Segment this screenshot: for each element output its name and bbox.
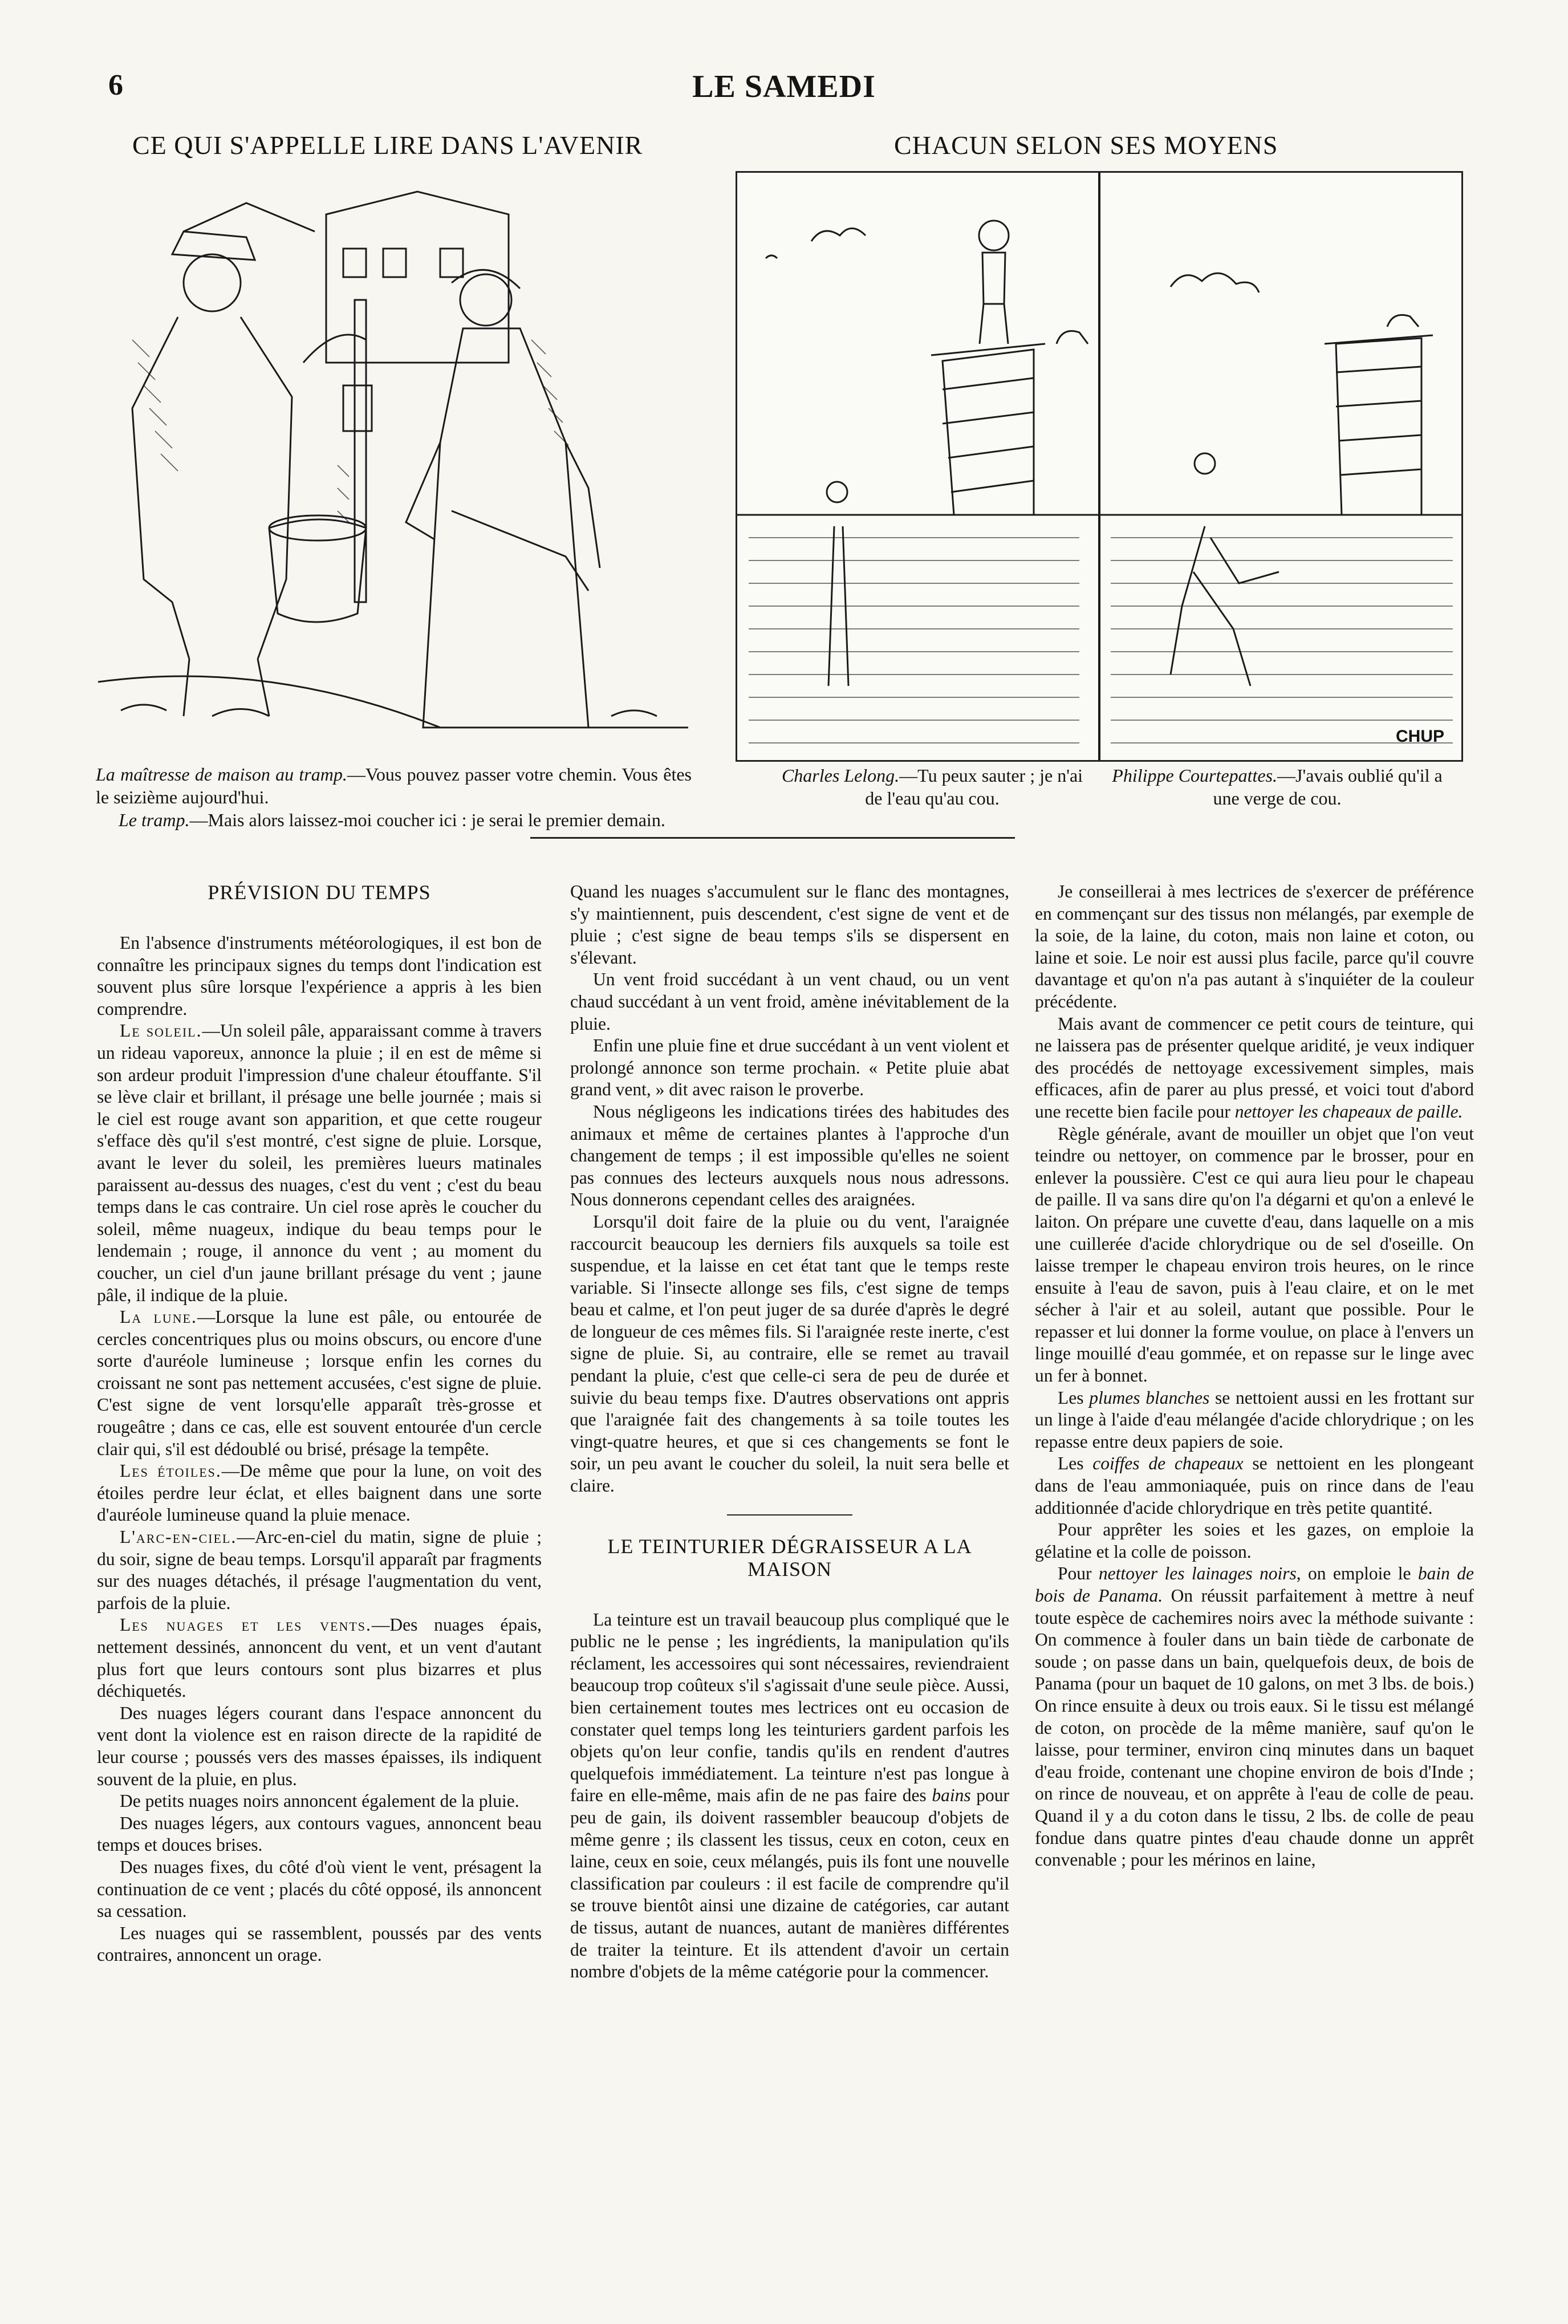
paragraph: Lorsqu'il doit faire de la pluie ou du vent, l'araignée raccourcit beaucoup les derniers fils auxquels sa toile est suspendue, et la laisse en cet état tant que le temps reste variable. Si l'insecte allonge ses fils, c'est signe de temps beau et calme, et l'on peut juger de sa durée d'après le degré de longueur de ces mêmes fils. Si l'araignée reste inerte, c'est signe de pluie. Si, au contraire, elle se remet au travail pendant la pluie, c'est que celle-ci sera de peu de durée et suivie du beau temps fixe. D'autres observations ont appris que l'araignée fait des changements à sa toile toutes les vingt-quatre heures, et que si ces changements se font le soir, un peu avant le coucher du soleil, la nuit sera belle et claire.	[570, 1211, 1009, 1496]
caption-speaker: Philippe Courtepattes.	[1112, 765, 1278, 786]
cartoon-right-illustration	[736, 171, 1463, 762]
paragraph: Des nuages légers courant dans l'espace annoncent du vent dont la violence est en raison directe de la rapidité de leur course ; poussés vers des masses épaisses, ils indiquent souvent de la pluie, en plus.	[97, 1703, 542, 1789]
paragraph: Je conseillerai à mes lectrices de s'exercer de préférence en commençant sur des tissus non mélangés, par exemple de la soie, de la laine, du coton, mais non laine et coton, ou laine et soie. Le noir est aussi plus facile, parce qu'il couvre davantage et qu'on n'a pas autant à s'inquiéter de la couleur précédente.	[1035, 881, 1474, 1011]
article-column-2	[570, 881, 1009, 1983]
paragraph-lead: Le soleil.	[120, 1021, 202, 1041]
caption-text: —Mais alors laissez-moi coucher ici : je serai le premier demain.	[189, 810, 665, 830]
paragraph: Des nuages fixes, du côté d'où vient le vent, présagent la continuation de ce vent ; placés du côté opposé, ils annoncent sa cessation.	[97, 1856, 542, 1921]
paragraph	[97, 1020, 542, 1306]
paragraph-italic: bain de bois de Panama.	[1035, 1563, 1474, 1606]
paragraph-lead: La lune.	[120, 1307, 197, 1327]
paragraph	[97, 1306, 542, 1460]
paragraph-text: se nettoient en les plongeant dans de l'eau ammoniaquée, puis on rince dans de l'eau additionnée d'acide chlorydrique en très petite quantité.	[1035, 1453, 1474, 1518]
paragraph	[97, 1614, 542, 1702]
paragraph-lead: L'arc-en-ciel.	[120, 1527, 237, 1547]
artist-signature: CHUP	[1395, 727, 1444, 746]
article-title: LE TEINTURIER DÉGRAISSEUR A LA MAISON	[607, 1534, 972, 1581]
paragraph	[97, 1526, 542, 1614]
cartoon-left-caption	[96, 763, 692, 831]
paragraph: Quand les nuages s'accumulent sur le flanc des montagnes, s'y maintiennent, puis descendent, c'est signe de vent et de pluie ; c'est signe de beau temps s'ils se dispersent en s'élevant.	[570, 881, 1009, 968]
paragraph	[1035, 1563, 1474, 1871]
article-column-1	[97, 881, 542, 1967]
article-divider	[727, 1514, 852, 1516]
paragraph-text: , on emploie le	[1296, 1563, 1411, 1584]
paragraph-italic: coiffes de chapeaux	[1092, 1453, 1244, 1474]
paragraph: Les nuages qui se rassemblent, poussés par des vents contraires, annoncent un orage.	[97, 1923, 542, 1965]
paragraph: Des nuages légers, aux contours vagues, annoncent beau temps et douces brises.	[97, 1813, 542, 1855]
paragraph-text: —Arc-en-ciel du matin, signe de pluie ; du soir, signe de beau temps. Lorsqu'il apparaît par fragments sur des nuages détachés, il présage l'augmentation du vent, parfois de la pluie.	[97, 1527, 542, 1613]
paragraph: De petits nuages noirs annoncent également de la pluie.	[120, 1791, 519, 1811]
paragraph-text: —Lorsque la lune est pâle, ou entourée de cercles concentriques plus ou moins obscurs, ou encore d'une sorte d'auréole lumineuse ; lorsque enfin les cornes du croissant ne sont pas nettement accusées, c'est signe de pluie. C'est signe de vent lorsqu'elle apparaît très-grosse et rougeâtre ; dans ce cas, elle est souvent entourée d'un cercle clair qui, s'il est dédoublé ou brisé, présage la tempête.	[97, 1307, 542, 1459]
paragraph: Un vent froid succédant à un vent chaud, ou un vent chaud succédant à un vent froid, amène inévitablement de la pluie.	[570, 969, 1009, 1034]
cartoon-left-title: CE QUI S'APPELLE LIRE DANS L'AVENIR	[132, 131, 643, 160]
paragraph: En l'absence d'instruments météorologiques, il est bon de connaître les principaux signes du temps dont l'indication est souvent plus sûre lorsque l'expérience a appris à les bien comprendre.	[97, 933, 542, 1019]
page-number: 6	[108, 69, 123, 101]
paragraph	[97, 1460, 542, 1526]
paragraph: Pour apprêter les soies et les gazes, on emploie la gélatine et la colle de poisson.	[1035, 1519, 1474, 1562]
paragraph	[1035, 1387, 1474, 1453]
paragraph	[1035, 1453, 1474, 1519]
paragraph-text: pour peu de gain, ils doivent rassembler beaucoup d'objets de même genre ; ils classent les tissus, ceux en coton, ceux en laine, ceux en soie, ceux mélangés, puis ils font une nouvelle classification par couleurs : il est facile de comprendre qu'il se trouve bientôt ainsi une dizaine de catégories, car autant de tissus, autant de nuances, autant de manières différentes de traiter la teinture. Et ils attendent d'avoir un certain nombre d'objets de la même catégorie pour la commencer.	[570, 1785, 1010, 1982]
paragraph-text: Pour	[1058, 1563, 1092, 1584]
paragraph-text: —Des nuages épais, nettement dessinés, annoncent du vent, et un vent d'autant plus fort que leurs contours sont plus bizarres et plus déchiquetés.	[97, 1615, 542, 1701]
paragraph-text: —De même que pour la lune, on voit des étoiles perdre leur éclat, et elles baignent dans une sorte d'auréole lumineuse quand la pluie menace.	[97, 1461, 542, 1525]
section-divider	[530, 837, 1015, 839]
cartoon-left-illustration	[98, 169, 688, 745]
paragraph	[570, 1609, 1009, 1983]
paragraph-lead: Les étoiles.	[120, 1461, 222, 1481]
paragraph-text: Les	[1058, 1453, 1084, 1474]
paragraph	[1035, 1013, 1474, 1123]
caption-text: —Tu peux sauter ; je n'ai de l'eau qu'au cou.	[865, 765, 1083, 808]
journal-title: LE SAMEDI	[692, 69, 876, 104]
paragraph-italic: plumes blanches	[1089, 1387, 1210, 1408]
cartoon-right-title: CHACUN SELON SES MOYENS	[894, 131, 1278, 160]
cartoon-right-caption-right	[1106, 764, 1448, 810]
caption-text: —J'avais oublié qu'il a une verge de cou.	[1213, 765, 1443, 808]
paragraph-text: La teinture est un travail beaucoup plus compliqué que le public ne le pense ; les ingrédients, la manipulation qu'ils réclament, les accessoires qui sont nécessaires, reviendraient beaucoup trop coûteux s'il s'agissait d'une seule pièce. Aussi, bien certainement toutes mes lectrices ont eu occasion de constater quel temps long les teinturiers gardent parfois les objets qu'on leur confie, tandis qu'ils en rendent d'autres quelquefois immédiatement. La teinture n'est pas longue à faire en elle-même, mais afin de ne pas faire des	[570, 1609, 1009, 1806]
caption-speaker: Le tramp.	[119, 810, 190, 830]
paragraph-text: —Un soleil pâle, apparaissant comme à travers un rideau vaporeux, annonce la pluie ; il en est de même si son ardeur produit l'impression d'une chaleur étouffante. S'il se lève clair et brillant, il présage une belle journée ; mais si le ciel est rouge avant son apparition, et que cette rougeur s'efface dès qu'il s'est montré, c'est signe de pluie. Lorsque, avant le lever du soleil, les premières lueurs matinales paraissent au-dessus des nuages, c'est du vent ; c'est du beau temps dans le cas contraire. Un ciel rose après le coucher du soleil, même nuageux, indique du beau temps pour le lendemain ; rouge, il annonce du vent ; au moment du coucher, un ciel d'un jaune brillant présage du vent ; jaune pâle, il indique de la pluie.	[97, 1021, 542, 1305]
paragraph: Nous négligeons les indications tirées des habitudes des animaux et même de certaines plantes à l'approche d'un changement de temps ; il est impossible qu'elles ne soient pas connues des lecteurs auxquels nous nous adressons. Nous donnerons cependant celles des araignées.	[570, 1101, 1009, 1210]
article-title: PRÉVISION DU TEMPS	[208, 881, 431, 904]
paragraph-text: Les	[1058, 1387, 1084, 1408]
caption-text: —Vous pouvez passer votre chemin. Vous êtes le seizième aujourd'hui.	[96, 764, 692, 807]
paragraph: Enfin une pluie fine et drue succédant à un vent violent et prolongé annonce son terme prochain. « Petite pluie abat grand vent, » dit avec raison le proverbe.	[570, 1035, 1009, 1100]
paragraph-italic: nettoyer les lainages noirs	[1098, 1563, 1297, 1584]
paragraph-text: Mais avant de commencer ce petit cours de teinture, qui ne laissera pas de présenter quelque aridité, je veux indiquer des procédés de nettoyage excessivement simples, mais efficaces, afin de parer au plus pressé, et voici tout d'abord une recette bien facile pour	[1035, 1013, 1474, 1122]
paragraph-italic: bains	[932, 1785, 971, 1806]
paragraph-text: On réussit parfaitement à mettre à neuf toute espèce de cachemires noirs avec la méthode suivante : On commence à fouler dans un bain tiède de carbonate de soude ; on passe dans un bain, quelquefois deux, de bois de Panama (pour un baquet de 10 galons, on met 3 lbs. de bois.) On rince ensuite à deux ou trois eaux. Si le tissu est mélangé de coton, on procède de la même manière, sauf qu'on le laisse, pour terminer, environ cinq minutes dans un baquet d'eau froide, contenant une chopine environ de bois d'Inde ; on rince de nouveau, et on apprête à l'eau de colle de peau. Quand il y a du coton dans le tissu, 2 lbs. de colle de peau fondue dans quatre pintes d'eau chaude donne un apprêt convenable ; pour les mérinos en laine,	[1035, 1586, 1474, 1870]
article-column-3	[1035, 881, 1474, 1871]
paragraph-text: se nettoient aussi en les frottant sur un linge à l'aide d'eau mélangée d'acide chlorydrique ; on les repasse entre deux papiers de soie.	[1035, 1387, 1474, 1452]
caption-speaker: La maîtresse de maison au tramp.	[96, 764, 347, 785]
paragraph-lead: Les nuages et les vents.	[120, 1615, 372, 1635]
paragraph-italic: nettoyer les chapeaux de paille.	[1234, 1101, 1463, 1122]
paragraph: Règle générale, avant de mouiller un objet que l'on veut teindre ou nettoyer, on commence par le brosser, pour en enlever la poussière. C'est ce qui aura lieu pour le chapeau de paille. Il va sans dire qu'on l'a dégarni et qu'on a enlevé le laiton. On prépare une cuvette d'eau, dans laquelle on a mis une cuillerée d'acide chlorydrique ou de sel d'oseille. On laisse tremper le chapeau environ trois heures, on le rince ensuite à l'eau de savon, puis à l'eau claire, et on le met sécher à l'air et au soleil, autant que possible. Pour le repasser et lui donner la forme voulue, on place à l'envers un linge mouillé d'eau gommée, et on repasse sur le linge avec un fer à bonnet.	[1035, 1123, 1474, 1386]
cartoon-right-caption-left	[778, 764, 1086, 810]
caption-speaker: Charles Lelong.	[781, 765, 900, 786]
